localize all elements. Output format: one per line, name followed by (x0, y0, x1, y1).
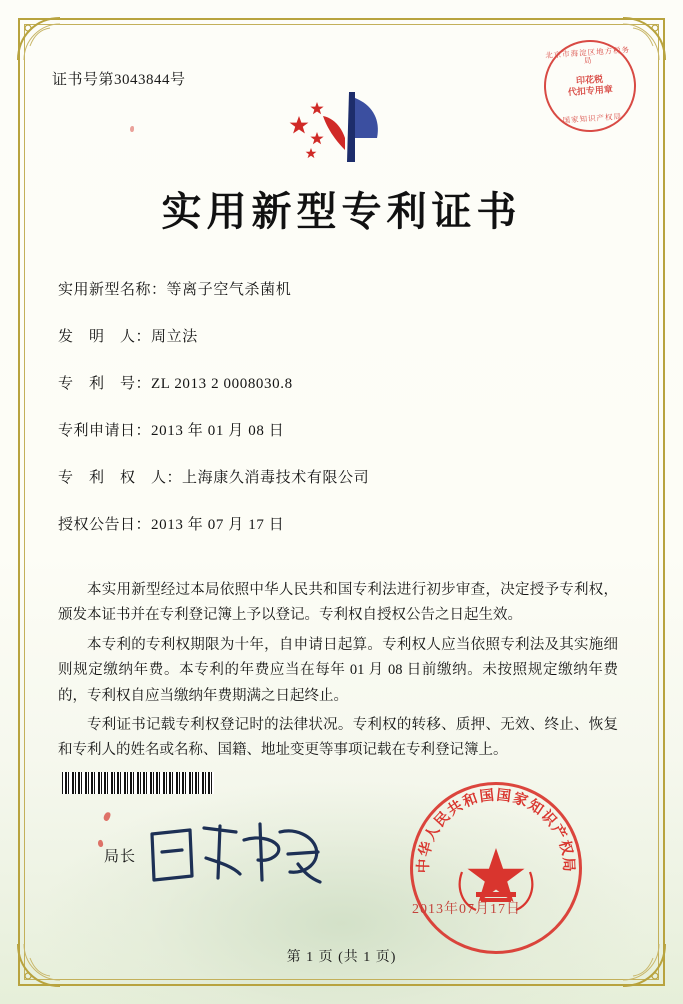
field-label: 专 利 权 人： (58, 470, 183, 486)
field-application-date (58, 419, 618, 440)
certificate-number: 证书号第3043844号 (52, 72, 186, 88)
tax-stamp-arc-top: 北京市海淀区地方税务局 (544, 45, 631, 66)
legal-paragraph-2: 本专利的专利权期限为十年，自申请日起算。专利权人应当依照专利法及其实施细则规定缴纳年费。本专利的年费应当在每年 01 月 08 日前缴纳。未按照规定缴纳年费的，专利权自应当缴纳年费期满之日起终止。 (58, 636, 618, 704)
field-inventor (58, 325, 618, 346)
field-utility-model-name (58, 278, 618, 299)
page-footer: 第 1 页 (共 1 页) (286, 950, 397, 965)
tax-stamp-middle (545, 72, 634, 101)
tax-stamp-line1: 印花税 (575, 73, 604, 86)
field-value: 周立法 (151, 329, 198, 345)
legal-paragraph-3: 专利证书记载专利权登记时的法律状况。专利权的转移、质押、无效、终止、恢复和专利人的姓名或名称、国籍、地址变更等事项记载在专利登记簿上。 (58, 716, 618, 759)
field-patent-number (58, 372, 618, 393)
official-seal (410, 782, 582, 954)
field-label: 专 利 号： (58, 376, 152, 392)
director-label: 局长 (104, 849, 137, 865)
field-value: 等离子空气杀菌机 (166, 282, 292, 298)
field-value: 2013 年 01 月 08 日 (151, 423, 285, 439)
field-value: 上海康久消毒技术有限公司 (182, 470, 370, 486)
tax-stamp-line2: 代扣专用章 (567, 84, 614, 98)
tax-stamp-arc-bottom: 国家知识产权局 (562, 111, 623, 125)
legal-paragraph-1: 本实用新型经过本局依照中华人民共和国专利法进行初步审查，决定授予专利权，颁发本证书并在专利登记簿上予以登记。专利权自授权公告之日起生效。 (58, 582, 618, 624)
page-title: 实用新型专利证书 (161, 189, 522, 234)
field-list (58, 278, 618, 560)
field-label: 专利申请日： (58, 423, 152, 439)
seal-arc-text-svg (410, 782, 582, 954)
barcode (62, 772, 214, 794)
field-label: 授权公告日： (58, 517, 152, 533)
director-signature (140, 818, 330, 890)
seal-date: 2013年07月17日 (412, 902, 521, 917)
legal-text-block (58, 578, 618, 768)
sipo-logo-icon (277, 88, 407, 166)
field-patentee (58, 466, 618, 487)
field-value: ZL 2013 2 0008030.8 (151, 376, 293, 392)
svg-text:中华人民共和国国家知识产权局: 中华人民共和国国家知识产权局 (415, 787, 577, 874)
field-value: 2013 年 07 月 17 日 (151, 517, 285, 533)
field-label: 发 明 人： (58, 329, 152, 345)
ink-mark-3 (130, 126, 134, 132)
field-grant-announcement-date (58, 513, 618, 534)
tax-stamp-seal (541, 37, 639, 135)
field-label: 实用新型名称： (58, 282, 167, 298)
